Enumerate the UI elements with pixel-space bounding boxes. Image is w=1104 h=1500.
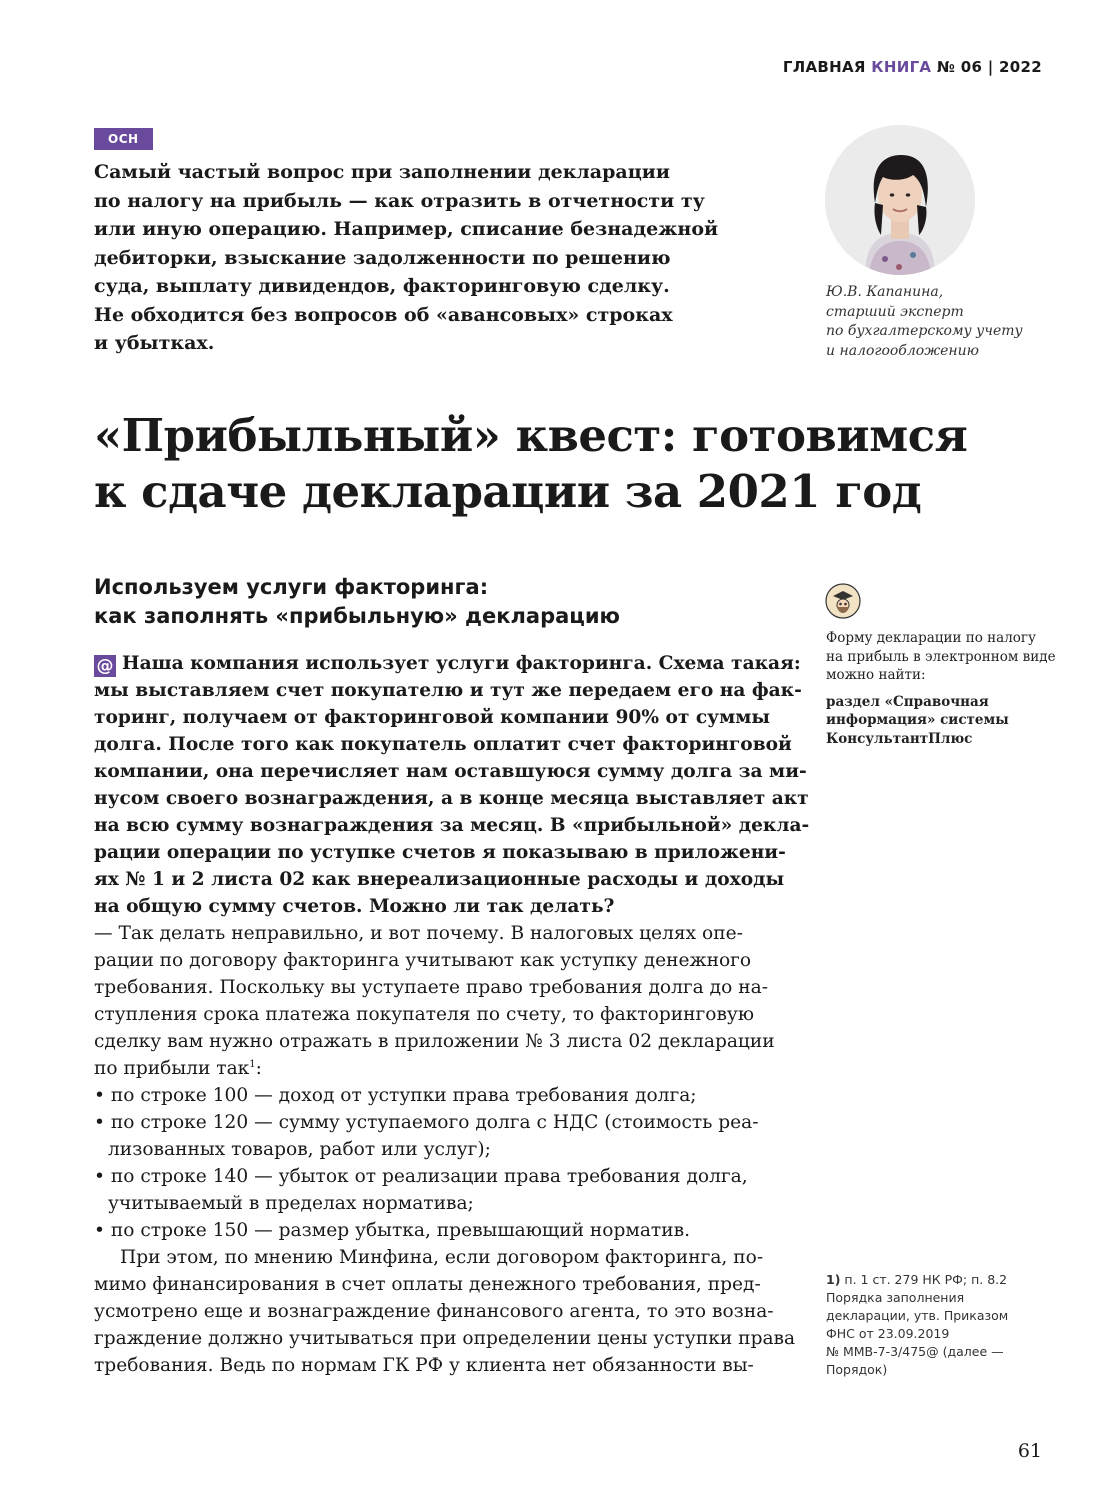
issue-number: № 06 | 2022 bbox=[936, 58, 1042, 76]
sidebar-note bbox=[826, 629, 1056, 748]
bullet-item-continuation: учитываемый в пределах норматива; bbox=[108, 1193, 474, 1214]
footnote-line: Порядка заполнения bbox=[826, 1290, 965, 1305]
paragraph-line: усмотрено еще и вознаграждение финансового агента, то это возна- bbox=[94, 1301, 774, 1322]
reader-question bbox=[94, 650, 810, 920]
title-line: к сдаче декларации за 2021 год bbox=[94, 465, 922, 518]
article-body bbox=[94, 650, 810, 1379]
note-line: можно найти: bbox=[826, 667, 926, 683]
author-name: Ю.В. Капанина, bbox=[826, 284, 944, 300]
bullet-item: • по строке 150 — размер убытка, превышающий норматив. bbox=[94, 1220, 690, 1241]
magazine-name: ГЛАВНАЯ bbox=[782, 58, 866, 76]
paragraph-line: При этом, по мнению Минфина, если договором факторинга, по- bbox=[120, 1247, 764, 1268]
lead-line: суда, выплату дивидендов, факторинговую сделку. bbox=[94, 275, 670, 297]
note-line: Форму декларации по налогу bbox=[826, 630, 1036, 646]
author-role: по бухгалтерскому учету bbox=[826, 323, 1023, 339]
bullet-item: • по строке 100 — доход от уступки права требования долга; bbox=[94, 1085, 697, 1106]
paragraph-line: требования. Ведь по нормам ГК РФ у клиента нет обязанности вы- bbox=[94, 1355, 754, 1376]
question-line: рации операции по уступке счетов я показываю в приложени- bbox=[94, 842, 786, 863]
question-line: ях № 1 и 2 листа 02 как внереализационные расходы и доходы bbox=[94, 869, 785, 890]
author-photo bbox=[825, 125, 975, 275]
footnote bbox=[826, 1271, 1056, 1379]
question-line: на всю сумму вознаграждения за месяц. В «прибыльной» декла- bbox=[94, 815, 810, 836]
note-link: раздел «Справочная bbox=[826, 693, 989, 710]
article-title bbox=[94, 408, 1054, 520]
lead-line: и убытках. bbox=[94, 332, 215, 354]
lead-line: Самый частый вопрос при заполнении декларации bbox=[94, 161, 670, 183]
author-caption bbox=[826, 283, 1056, 361]
section-subtitle bbox=[94, 573, 774, 631]
subtitle-line: как заполнять «прибыльную» декларацию bbox=[94, 604, 620, 628]
footnote-line: 1) п. 1 ст. 279 НК РФ; п. 8.2 bbox=[826, 1272, 1008, 1287]
answer-line: ступления срока платежа покупателя по счету, то факторинговую bbox=[94, 1004, 755, 1025]
footnote-line: № ММВ-7-3/475@ (далее — bbox=[826, 1344, 1004, 1359]
answer-line: рации по договору факторинга учитывают как уступку денежного bbox=[94, 950, 752, 971]
page-number: 61 bbox=[1017, 1440, 1042, 1462]
question-line: долга. После того как покупатель оплатит счет факторинговой bbox=[94, 734, 792, 755]
answer-line: по прибыли так$^1$: bbox=[94, 1058, 262, 1079]
bullet-item-continuation: лизованных товаров, работ или услуг); bbox=[108, 1139, 491, 1160]
footnote-line: ФНС от 23.09.2019 bbox=[826, 1326, 950, 1341]
author-role: старший эксперт bbox=[826, 303, 964, 320]
lead-line: или иную операцию. Например, списание безнадежной bbox=[94, 218, 719, 240]
running-header bbox=[783, 58, 1042, 76]
bullet-item: • по строке 140 — убыток от реализации права требования долга, bbox=[94, 1166, 748, 1187]
question-line: мы выставляем счет покупателю и тут же передаем его на фак- bbox=[94, 680, 802, 701]
subtitle-line: Используем услуги факторинга: bbox=[94, 575, 489, 599]
body-paragraph bbox=[94, 1244, 796, 1379]
expert-answer bbox=[94, 920, 784, 1082]
question-line: нусом своего вознаграждения, а в конце месяца выставляет акт bbox=[94, 788, 809, 809]
lead-line: Не обходится без вопросов об «авансовых» строках bbox=[94, 303, 673, 326]
question-line: на общую сумму счетов. Можно ли так делать? bbox=[94, 896, 615, 917]
title-line: «Прибыльный» квест: готовимся bbox=[94, 409, 968, 462]
author-role: и налогообложению bbox=[826, 342, 979, 359]
section-tag: ОСН bbox=[94, 128, 153, 150]
question-line: торинг, получаем от факторинговой компании 90% от суммы bbox=[94, 707, 771, 728]
consultant-expert-icon bbox=[825, 583, 861, 619]
paragraph-line: граждение должно учитываться при определении цены уступки права bbox=[94, 1328, 796, 1349]
at-icon: @ bbox=[94, 655, 116, 677]
answer-line: требования. Поскольку вы уступаете право требования долга до на- bbox=[94, 977, 768, 998]
note-line: на прибыль в электронном виде bbox=[826, 648, 1056, 665]
footnote-number: 1) bbox=[826, 1272, 841, 1287]
lead-line: дебиторки, взыскание задолженности по решению bbox=[94, 246, 671, 269]
answer-line: сделку вам нужно отражать в приложении № 3 листа 02 декларации bbox=[94, 1031, 775, 1052]
note-link: КонсультантПлюс bbox=[826, 730, 973, 747]
lead-line: по налогу на прибыль — как отразить в отчетности ту bbox=[94, 189, 705, 212]
magazine-name-accent: КНИГА bbox=[871, 58, 932, 76]
footnote-line: декларации, утв. Приказом bbox=[826, 1308, 1009, 1323]
answer-line: — Так делать неправильно, и вот почему. В налоговых целях опе- bbox=[94, 923, 743, 944]
bullet-item: • по строке 120 — сумму уступаемого долга с НДС (стоимость реа- bbox=[94, 1112, 759, 1133]
footnote-reference[interactable]: 1 bbox=[249, 1058, 256, 1070]
footnote-line: Порядок) bbox=[826, 1362, 888, 1377]
paragraph-line: мимо финансирования в счет оплаты денежного требования, пред- bbox=[94, 1274, 761, 1295]
lead-paragraph bbox=[94, 158, 774, 358]
question-line: @ Наша компания использует услуги факторинга. Схема такая: bbox=[94, 650, 784, 677]
question-line: компании, она перечисляет нам оставшуюся сумму долга за ми- bbox=[94, 761, 807, 782]
bullet-list bbox=[94, 1082, 784, 1244]
note-link: информация» системы bbox=[826, 712, 1009, 728]
